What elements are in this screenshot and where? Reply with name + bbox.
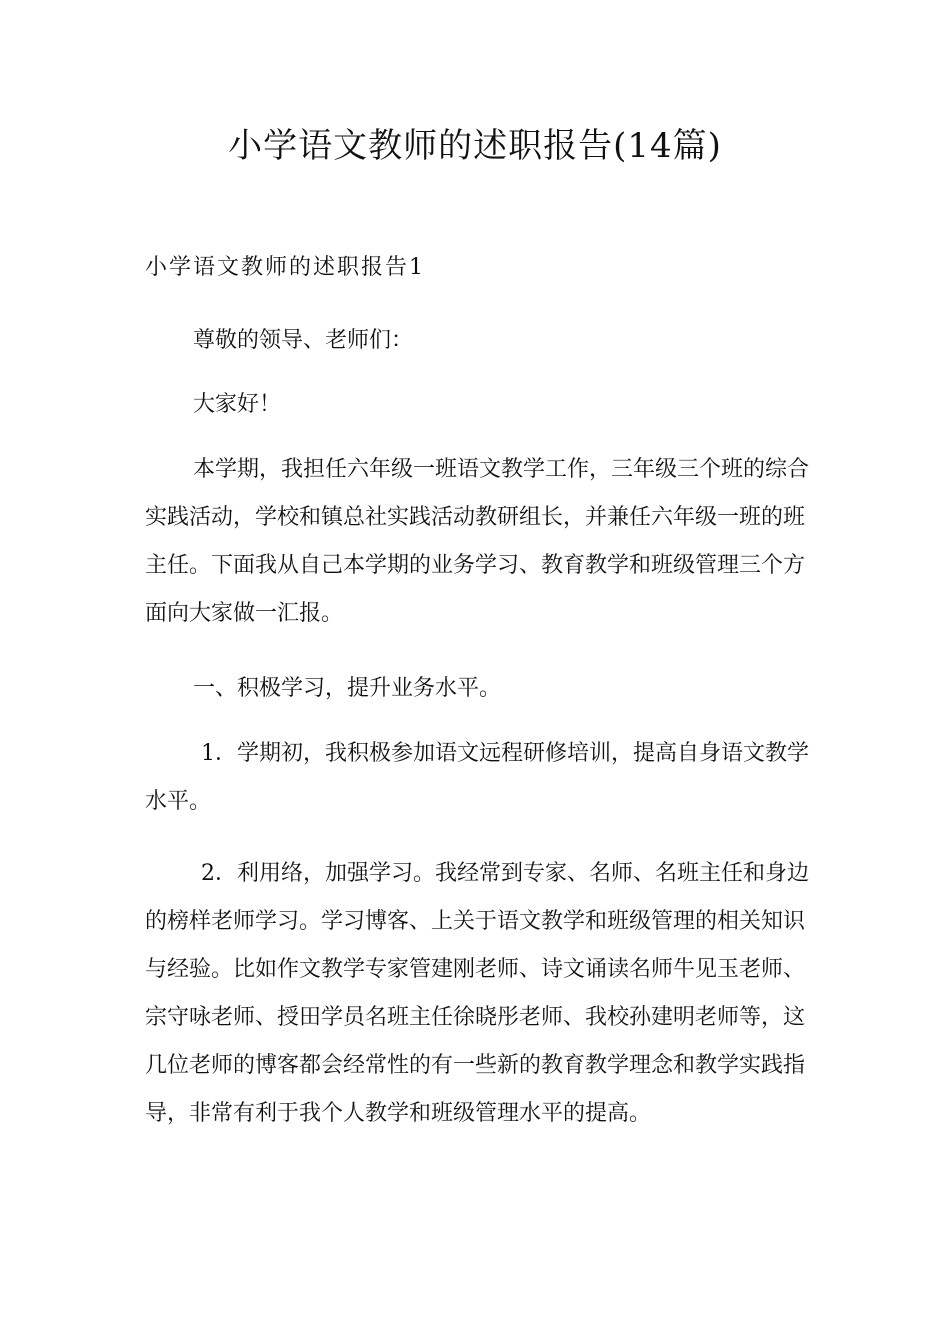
intro-paragraph: 本学期，我担任六年级一班语文教学工作，三年级三个班的综合实践活动，学校和镇总社实践活动教研组长，并兼任六年级一班的班主任。下面我从自己本学期的业务学习、教育教学和班级管理三个方面向大家做一汇报。: [145, 457, 810, 626]
section-one-heading: 一、积极学习，提升业务水平。: [193, 676, 502, 701]
greeting-paragraph: 尊敬的领导、老师们：: [193, 328, 414, 353]
document-title: 小学语文教师的述职报告(14篇): [228, 126, 722, 166]
list-item-one: 1．学期初，我积极参加语文远程研修培训，提高自身语文教学水平。: [145, 741, 809, 814]
hello-paragraph: 大家好！: [193, 392, 282, 417]
section-heading: 小学语文教师的述职报告1: [145, 255, 425, 280]
list-item-two: 2．利用络，加强学习。我经常到专家、名师、名班主任和身边的榜样老师学习。学习博客、上关于语文教学和班级管理的相关知识与经验。比如作文教学专家管建刚老师、诗文诵读名师牛见玉老师、宗守咏老师、授田学员名班主任徐晓彤老师、我校孙建明老师等，这几位老师的博客都会经常性的有一些新的教育教学理念和教学实践指导，非常有利于我个人教学和班级管理水平的提高。: [145, 861, 809, 1126]
